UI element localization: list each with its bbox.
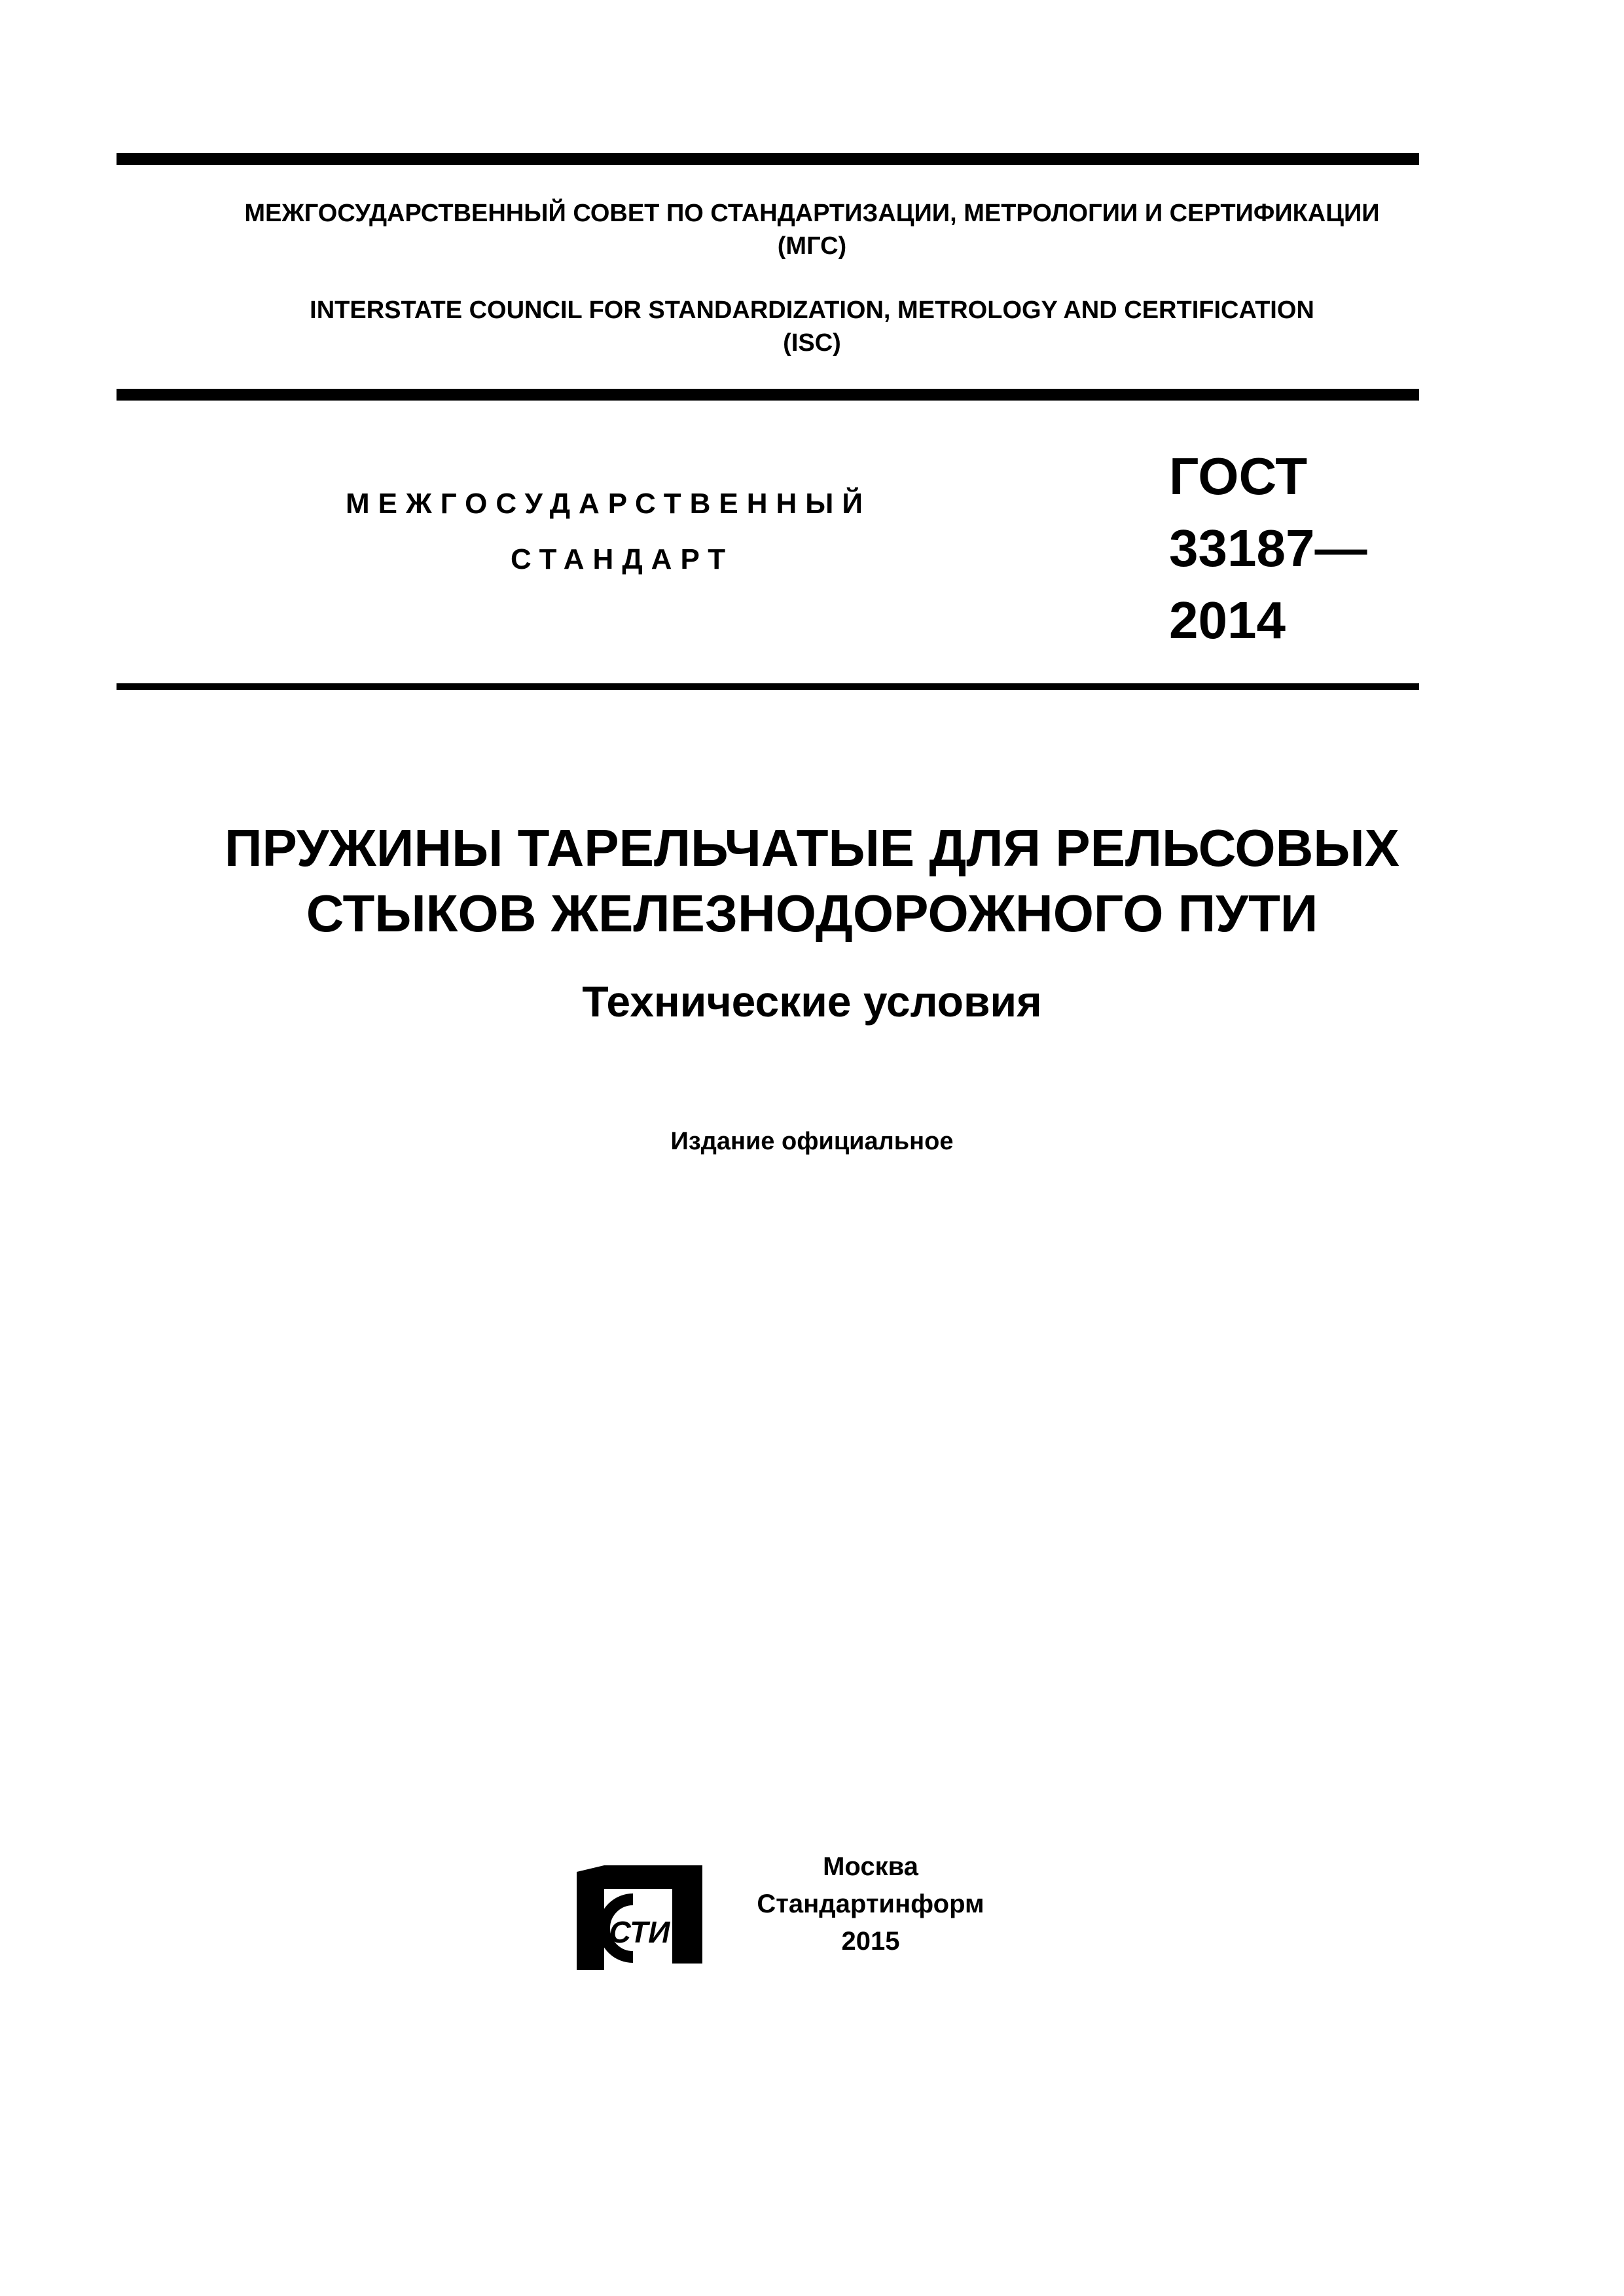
council-ru-line1: МЕЖГОСУДАРСТВЕННЫЙ СОВЕТ ПО СТАНДАРТИЗАЦИИ, МЕТРОЛОГИИ И СЕРТИФИКАЦИИ: [244, 200, 1380, 227]
document-subtitle: Технические условия: [582, 977, 1042, 1026]
document-title-line2: СТЫКОВ ЖЕЛЕЗНОДОРОЖНОГО ПУТИ: [306, 884, 1318, 942]
council-en-line1: INTERSTATE COUNCIL FOR STANDARDIZATION, METROLOGY AND CERTIFICATION: [310, 296, 1314, 324]
publisher-city: Москва: [823, 1852, 918, 1881]
standard-kind-line2: СТАНДАРТ: [511, 543, 734, 575]
top-rule: [117, 153, 1419, 165]
council-en-line2: (ISC): [783, 329, 841, 357]
document-title-line1: ПРУЖИНЫ ТАРЕЛЬЧАТЫЕ ДЛЯ РЕЛЬСОВЫХ: [224, 819, 1400, 877]
standard-kind-line1: МЕЖГОСУДАРСТВЕННЫЙ: [346, 488, 871, 520]
standartinform-logo-icon: [574, 1865, 705, 1970]
publisher-name: Стандартинформ: [757, 1890, 984, 1918]
gost-number: 33187—: [1169, 519, 1367, 577]
publication-year: 2015: [841, 1927, 900, 1956]
logo-lettering: СТИ: [609, 1915, 670, 1949]
gost-year: 2014: [1169, 591, 1286, 649]
gost-label: ГОСТ: [1169, 447, 1308, 505]
edition-note: Издание официальное: [670, 1128, 954, 1155]
designation-rule: [117, 683, 1419, 690]
header-rule: [117, 389, 1419, 401]
council-ru-line2: (МГС): [777, 232, 847, 260]
